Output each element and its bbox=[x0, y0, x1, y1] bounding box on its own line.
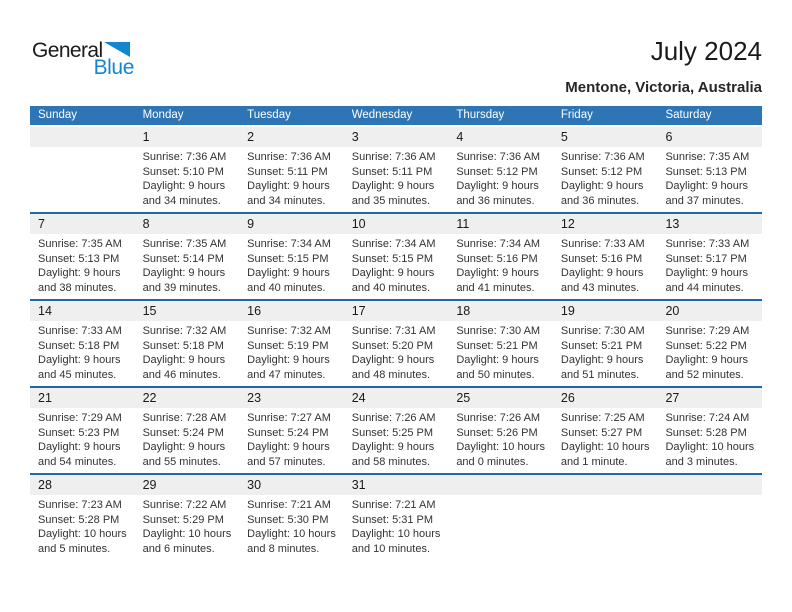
sunset-text: Sunset: 5:30 PM bbox=[247, 513, 329, 526]
details-row-2 bbox=[30, 234, 762, 299]
day-number-28: 28 bbox=[38, 478, 52, 492]
daylight-text: Daylight: 9 hours and 34 minutes. bbox=[142, 180, 226, 207]
day-number-14: 14 bbox=[38, 304, 52, 318]
date-strip-2 bbox=[30, 214, 762, 234]
sunset-text: Sunset: 5:29 PM bbox=[142, 513, 224, 526]
day-cell-18 bbox=[448, 321, 553, 386]
daylight-text: Daylight: 9 hours and 48 minutes. bbox=[351, 354, 435, 381]
day-number-23: 23 bbox=[247, 391, 262, 405]
day-number-21: 21 bbox=[38, 391, 52, 405]
sunset-text: Sunset: 5:18 PM bbox=[142, 339, 224, 352]
day-number-17: 17 bbox=[351, 304, 366, 318]
details-row-1 bbox=[30, 147, 762, 212]
sunset-text: Sunset: 5:10 PM bbox=[142, 165, 224, 178]
day-cell-14 bbox=[30, 321, 135, 386]
day-number-18: 18 bbox=[456, 304, 471, 318]
empty-date-cell bbox=[30, 127, 135, 147]
daylight-text: Daylight: 10 hours and 3 minutes. bbox=[665, 441, 755, 468]
sunrise-text: Sunrise: 7:36 AM bbox=[456, 151, 541, 163]
sunset-text: Sunset: 5:19 PM bbox=[247, 339, 329, 352]
day-number-6: 6 bbox=[665, 130, 673, 144]
empty-day-cell bbox=[448, 495, 553, 560]
day-number-27: 27 bbox=[665, 391, 680, 405]
sunset-text: Sunset: 5:23 PM bbox=[38, 426, 120, 439]
calendar-table bbox=[30, 106, 762, 560]
sunrise-text: Sunrise: 7:29 AM bbox=[38, 412, 122, 424]
empty-day-cell bbox=[30, 147, 135, 212]
day-cell-12 bbox=[553, 234, 658, 299]
week-row-4 bbox=[30, 386, 762, 473]
daylight-text: Daylight: 10 hours and 6 minutes. bbox=[142, 528, 232, 555]
daylight-text: Daylight: 9 hours and 36 minutes. bbox=[456, 180, 539, 207]
daylight-text: Daylight: 9 hours and 55 minutes. bbox=[142, 441, 226, 468]
weekday-header-tuesday: Tuesday bbox=[247, 109, 291, 121]
general-blue-logo bbox=[32, 40, 134, 79]
day-number-5: 5 bbox=[560, 130, 568, 144]
date-strip-3 bbox=[30, 301, 762, 321]
daylight-text: Daylight: 9 hours and 41 minutes. bbox=[456, 267, 539, 294]
day-number-24: 24 bbox=[351, 391, 366, 405]
day-cell-30 bbox=[239, 495, 344, 560]
daylight-text: Daylight: 9 hours and 57 minutes. bbox=[247, 441, 330, 468]
sunrise-text: Sunrise: 7:21 AM bbox=[351, 499, 436, 511]
sunset-text: Sunset: 5:18 PM bbox=[38, 339, 120, 352]
day-cell-3 bbox=[344, 147, 449, 212]
daylight-text: Daylight: 9 hours and 36 minutes. bbox=[560, 180, 644, 207]
day-cell-13 bbox=[657, 234, 762, 299]
weekday-header-thursday: Thursday bbox=[456, 109, 505, 121]
sunset-text: Sunset: 5:13 PM bbox=[665, 165, 747, 178]
day-cell-8 bbox=[135, 234, 240, 299]
day-cell-29 bbox=[135, 495, 240, 560]
day-cell-15 bbox=[135, 321, 240, 386]
daylight-text: Daylight: 9 hours and 40 minutes. bbox=[351, 267, 435, 294]
details-row-4 bbox=[30, 408, 762, 473]
empty-date-cell bbox=[657, 475, 762, 495]
day-cell-10 bbox=[344, 234, 449, 299]
empty-day-cell bbox=[553, 495, 658, 560]
week-row-2 bbox=[30, 212, 762, 299]
sunset-text: Sunset: 5:11 PM bbox=[351, 165, 433, 178]
daylight-text: Daylight: 9 hours and 50 minutes. bbox=[456, 354, 539, 381]
day-number-20: 20 bbox=[665, 304, 680, 318]
sunset-text: Sunset: 5:13 PM bbox=[38, 252, 120, 265]
daylight-text: Daylight: 9 hours and 44 minutes. bbox=[665, 267, 749, 294]
daylight-text: Daylight: 10 hours and 10 minutes. bbox=[351, 528, 441, 555]
day-number-7: 7 bbox=[38, 217, 45, 231]
week-row-3 bbox=[30, 299, 762, 386]
date-strip-4 bbox=[30, 388, 762, 408]
day-number-10: 10 bbox=[351, 217, 366, 231]
day-cell-17 bbox=[344, 321, 449, 386]
location-subtitle: Mentone, Victoria, Australia bbox=[565, 79, 762, 96]
day-number-25: 25 bbox=[456, 391, 471, 405]
sunrise-text: Sunrise: 7:34 AM bbox=[247, 238, 331, 250]
sunset-text: Sunset: 5:15 PM bbox=[247, 252, 329, 265]
daylight-text: Daylight: 9 hours and 47 minutes. bbox=[247, 354, 330, 381]
sunset-text: Sunset: 5:22 PM bbox=[665, 339, 747, 352]
day-cell-2 bbox=[239, 147, 344, 212]
sunrise-text: Sunrise: 7:34 AM bbox=[456, 238, 541, 250]
sunset-text: Sunset: 5:28 PM bbox=[38, 513, 120, 526]
weekday-header-row bbox=[30, 106, 762, 125]
sunrise-text: Sunrise: 7:34 AM bbox=[351, 238, 436, 250]
sunrise-text: Sunrise: 7:35 AM bbox=[38, 238, 122, 250]
sunrise-text: Sunrise: 7:35 AM bbox=[142, 238, 227, 250]
sunrise-text: Sunrise: 7:33 AM bbox=[560, 238, 645, 250]
sunrise-text: Sunrise: 7:31 AM bbox=[351, 325, 436, 337]
sunset-text: Sunset: 5:21 PM bbox=[456, 339, 538, 352]
sunrise-text: Sunrise: 7:27 AM bbox=[247, 412, 331, 424]
sunrise-text: Sunrise: 7:32 AM bbox=[247, 325, 331, 337]
sunrise-text: Sunrise: 7:35 AM bbox=[665, 151, 750, 163]
sunrise-text: Sunrise: 7:24 AM bbox=[665, 412, 750, 424]
day-number-3: 3 bbox=[351, 130, 359, 144]
daylight-text: Daylight: 9 hours and 45 minutes. bbox=[38, 354, 121, 381]
weekday-header-sunday: Sunday bbox=[38, 109, 78, 121]
sunrise-text: Sunrise: 7:21 AM bbox=[247, 499, 331, 511]
day-cell-20 bbox=[657, 321, 762, 386]
day-cell-19 bbox=[553, 321, 658, 386]
day-number-11: 11 bbox=[456, 217, 470, 231]
day-number-8: 8 bbox=[142, 217, 150, 231]
day-number-30: 30 bbox=[247, 478, 262, 492]
week-row-5 bbox=[30, 473, 762, 560]
daylight-text: Daylight: 9 hours and 34 minutes. bbox=[247, 180, 330, 207]
details-row-3 bbox=[30, 321, 762, 386]
sunrise-text: Sunrise: 7:22 AM bbox=[142, 499, 227, 511]
daylight-text: Daylight: 9 hours and 38 minutes. bbox=[38, 267, 121, 294]
sunrise-text: Sunrise: 7:30 AM bbox=[456, 325, 541, 337]
daylight-text: Daylight: 10 hours and 8 minutes. bbox=[247, 528, 336, 555]
day-cell-4 bbox=[448, 147, 553, 212]
day-cell-11 bbox=[448, 234, 553, 299]
sunrise-text: Sunrise: 7:32 AM bbox=[142, 325, 227, 337]
day-cell-5 bbox=[553, 147, 658, 212]
day-number-15: 15 bbox=[142, 304, 157, 318]
week-row-1 bbox=[30, 127, 762, 212]
sunset-text: Sunset: 5:20 PM bbox=[351, 339, 434, 352]
day-cell-27 bbox=[657, 408, 762, 473]
calendar-weeks bbox=[30, 127, 762, 560]
day-cell-7 bbox=[30, 234, 135, 299]
empty-date-cell bbox=[448, 475, 553, 495]
weekday-header-monday: Monday bbox=[142, 109, 184, 121]
day-cell-25 bbox=[448, 408, 553, 473]
sunset-text: Sunset: 5:21 PM bbox=[560, 339, 643, 352]
sunrise-text: Sunrise: 7:36 AM bbox=[351, 151, 436, 163]
sunset-text: Sunset: 5:16 PM bbox=[560, 252, 643, 265]
sunrise-text: Sunrise: 7:33 AM bbox=[665, 238, 750, 250]
day-number-9: 9 bbox=[247, 217, 255, 231]
sunset-text: Sunset: 5:25 PM bbox=[351, 426, 434, 439]
sunset-text: Sunset: 5:14 PM bbox=[142, 252, 224, 265]
day-cell-31 bbox=[344, 495, 449, 560]
sunset-text: Sunset: 5:12 PM bbox=[456, 165, 538, 178]
sunset-text: Sunset: 5:15 PM bbox=[351, 252, 434, 265]
empty-day-cell bbox=[657, 495, 762, 560]
empty-date-cell bbox=[553, 475, 658, 495]
weekday-header-saturday: Saturday bbox=[665, 109, 712, 121]
day-number-2: 2 bbox=[247, 130, 255, 144]
day-cell-23 bbox=[239, 408, 344, 473]
sunrise-text: Sunrise: 7:23 AM bbox=[38, 499, 122, 511]
daylight-text: Daylight: 9 hours and 39 minutes. bbox=[142, 267, 226, 294]
page-title: July 2024 bbox=[650, 36, 762, 66]
sunrise-text: Sunrise: 7:36 AM bbox=[247, 151, 331, 163]
date-strip-5 bbox=[30, 475, 762, 495]
weekday-header-friday: Friday bbox=[560, 109, 593, 121]
day-cell-9 bbox=[239, 234, 344, 299]
daylight-text: Daylight: 9 hours and 54 minutes. bbox=[38, 441, 121, 468]
daylight-text: Daylight: 9 hours and 43 minutes. bbox=[560, 267, 644, 294]
logo-text-blue: Blue bbox=[93, 56, 134, 79]
day-cell-1 bbox=[135, 147, 240, 212]
details-row-5 bbox=[30, 495, 762, 560]
daylight-text: Daylight: 9 hours and 37 minutes. bbox=[665, 180, 749, 207]
sunset-text: Sunset: 5:24 PM bbox=[247, 426, 329, 439]
sunset-text: Sunset: 5:17 PM bbox=[665, 252, 747, 265]
day-number-29: 29 bbox=[142, 478, 157, 492]
sunrise-text: Sunrise: 7:30 AM bbox=[560, 325, 645, 337]
sunset-text: Sunset: 5:16 PM bbox=[456, 252, 538, 265]
day-cell-22 bbox=[135, 408, 240, 473]
sunset-text: Sunset: 5:12 PM bbox=[560, 165, 643, 178]
sunset-text: Sunset: 5:28 PM bbox=[665, 426, 747, 439]
day-cell-28 bbox=[30, 495, 135, 560]
sunrise-text: Sunrise: 7:36 AM bbox=[142, 151, 227, 163]
day-cell-21 bbox=[30, 408, 135, 473]
daylight-text: Daylight: 9 hours and 58 minutes. bbox=[351, 441, 435, 468]
daylight-text: Daylight: 10 hours and 5 minutes. bbox=[38, 528, 127, 555]
logo-triangle-icon bbox=[104, 42, 130, 57]
day-number-31: 31 bbox=[351, 478, 366, 492]
day-number-19: 19 bbox=[560, 304, 575, 318]
day-number-26: 26 bbox=[560, 391, 575, 405]
sunset-text: Sunset: 5:24 PM bbox=[142, 426, 224, 439]
day-number-22: 22 bbox=[142, 391, 157, 405]
daylight-text: Daylight: 10 hours and 1 minute. bbox=[560, 441, 650, 468]
day-cell-26 bbox=[553, 408, 658, 473]
sunrise-text: Sunrise: 7:26 AM bbox=[351, 412, 436, 424]
sunrise-text: Sunrise: 7:36 AM bbox=[560, 151, 645, 163]
sunset-text: Sunset: 5:26 PM bbox=[456, 426, 538, 439]
day-cell-24 bbox=[344, 408, 449, 473]
daylight-text: Daylight: 9 hours and 40 minutes. bbox=[247, 267, 330, 294]
day-number-4: 4 bbox=[456, 130, 464, 144]
daylight-text: Daylight: 9 hours and 35 minutes. bbox=[351, 180, 435, 207]
daylight-text: Daylight: 9 hours and 51 minutes. bbox=[560, 354, 644, 381]
day-number-1: 1 bbox=[142, 130, 150, 144]
sunset-text: Sunset: 5:31 PM bbox=[351, 513, 434, 526]
weekday-header-wednesday: Wednesday bbox=[351, 109, 413, 121]
sunrise-text: Sunrise: 7:25 AM bbox=[560, 412, 645, 424]
sunrise-text: Sunrise: 7:28 AM bbox=[142, 412, 227, 424]
day-number-13: 13 bbox=[665, 217, 680, 231]
sunset-text: Sunset: 5:27 PM bbox=[560, 426, 643, 439]
day-number-12: 12 bbox=[560, 217, 575, 231]
logo-text-general: General bbox=[32, 39, 103, 62]
day-cell-6 bbox=[657, 147, 762, 212]
date-strip-1 bbox=[30, 127, 762, 147]
daylight-text: Daylight: 9 hours and 52 minutes. bbox=[665, 354, 749, 381]
day-cell-16 bbox=[239, 321, 344, 386]
day-number-16: 16 bbox=[247, 304, 262, 318]
sunrise-text: Sunrise: 7:26 AM bbox=[456, 412, 541, 424]
daylight-text: Daylight: 10 hours and 0 minutes. bbox=[456, 441, 545, 468]
sunrise-text: Sunrise: 7:33 AM bbox=[38, 325, 122, 337]
sunrise-text: Sunrise: 7:29 AM bbox=[665, 325, 750, 337]
daylight-text: Daylight: 9 hours and 46 minutes. bbox=[142, 354, 226, 381]
sunset-text: Sunset: 5:11 PM bbox=[247, 165, 328, 178]
